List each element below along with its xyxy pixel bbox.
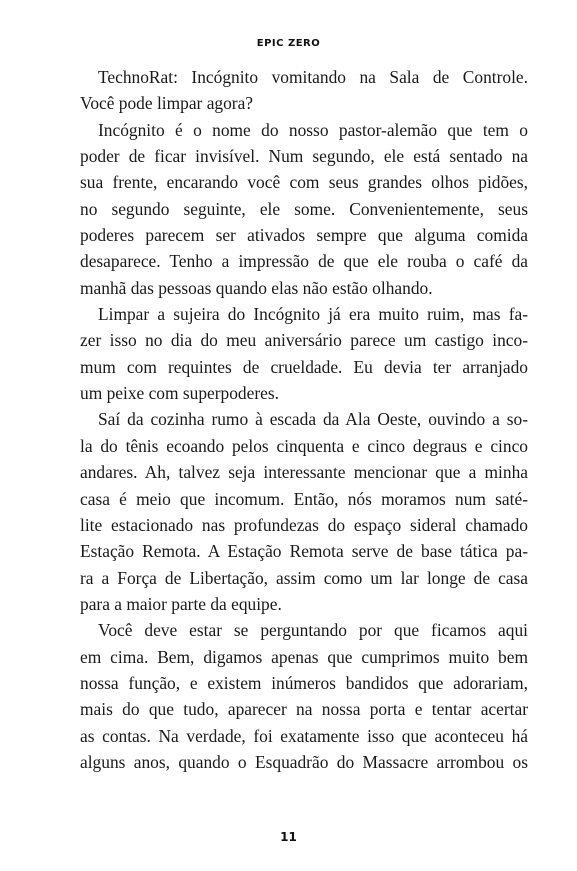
running-title: EPIC ZERO bbox=[256, 38, 321, 49]
text-line: mais do que tudo, aparecer na nossa porta e tentar acertar bbox=[80, 699, 528, 720]
body-text bbox=[80, 64, 528, 775]
text-line: as contas. Na verdade, foi exatamente isso que aconteceu há bbox=[80, 725, 528, 746]
text-line: sua frente, encarando você com seus grandes olhos pidões, bbox=[80, 172, 528, 193]
text-line: Você pode limpar agora? bbox=[80, 93, 254, 114]
text-line: lite estacionado nas profundezas do espaço sideral chamado bbox=[80, 514, 528, 535]
text-line: Limpar a sujeira do Incógnito já era muito ruim, mas fa- bbox=[98, 304, 528, 325]
text-line: um peixe com superpoderes. bbox=[80, 383, 279, 404]
text-line: casa é meio que incomum. Então, nós moramos num saté- bbox=[80, 488, 528, 509]
text-line: desaparece. Tenho a impressão de que ele rouba o café da bbox=[80, 251, 528, 272]
text-line: zer isso no dia do meu aniversário parece um castigo inco- bbox=[80, 330, 528, 351]
text-line: Saí da cozinha rumo à escada da Ala Oeste, ouvindo a so- bbox=[98, 409, 528, 430]
text-line: manhã das pessoas quando elas não estão olhando. bbox=[80, 277, 433, 298]
text-line: para a maior parte da equipe. bbox=[80, 593, 282, 614]
text-line: nossa função, e existem inúmeros bandidos que adorariam, bbox=[80, 672, 528, 693]
text-line: Estação Remota. A Estação Remota serve de base tática pa- bbox=[80, 541, 528, 562]
page-number: 11 bbox=[280, 830, 297, 844]
text-line: ra a Força de Libertação, assim como um lar longe de casa bbox=[80, 567, 528, 588]
text-line: andares. Ah, talvez seja interessante mencionar que a minha bbox=[80, 462, 528, 483]
text-line: poder de ficar invisível. Num segundo, ele está sentado na bbox=[80, 146, 528, 167]
text-line: poderes parecem ser ativados sempre que alguma comida bbox=[80, 225, 528, 246]
text-line: alguns anos, quando o Esquadrão do Massacre arrombou os bbox=[80, 751, 528, 772]
text-line: TechnoRat: Incógnito vomitando na Sala de Controle. bbox=[98, 67, 528, 87]
text-line: em cima. Bem, digamos apenas que cumprimos muito bem bbox=[80, 646, 528, 667]
text-line: la do tênis ecoando pelos cinquenta e cinco degraus e cinco bbox=[80, 435, 528, 456]
text-line: no segundo seguinte, ele some. Convenientemente, seus bbox=[80, 198, 528, 219]
text-line: Incógnito é o nome do nosso pastor-alemão que tem o bbox=[98, 119, 528, 140]
text-line: mum com requintes de crueldade. Eu devia ter arranjado bbox=[80, 356, 528, 377]
text-line: Você deve estar se perguntando por que ficamos aqui bbox=[98, 620, 528, 641]
